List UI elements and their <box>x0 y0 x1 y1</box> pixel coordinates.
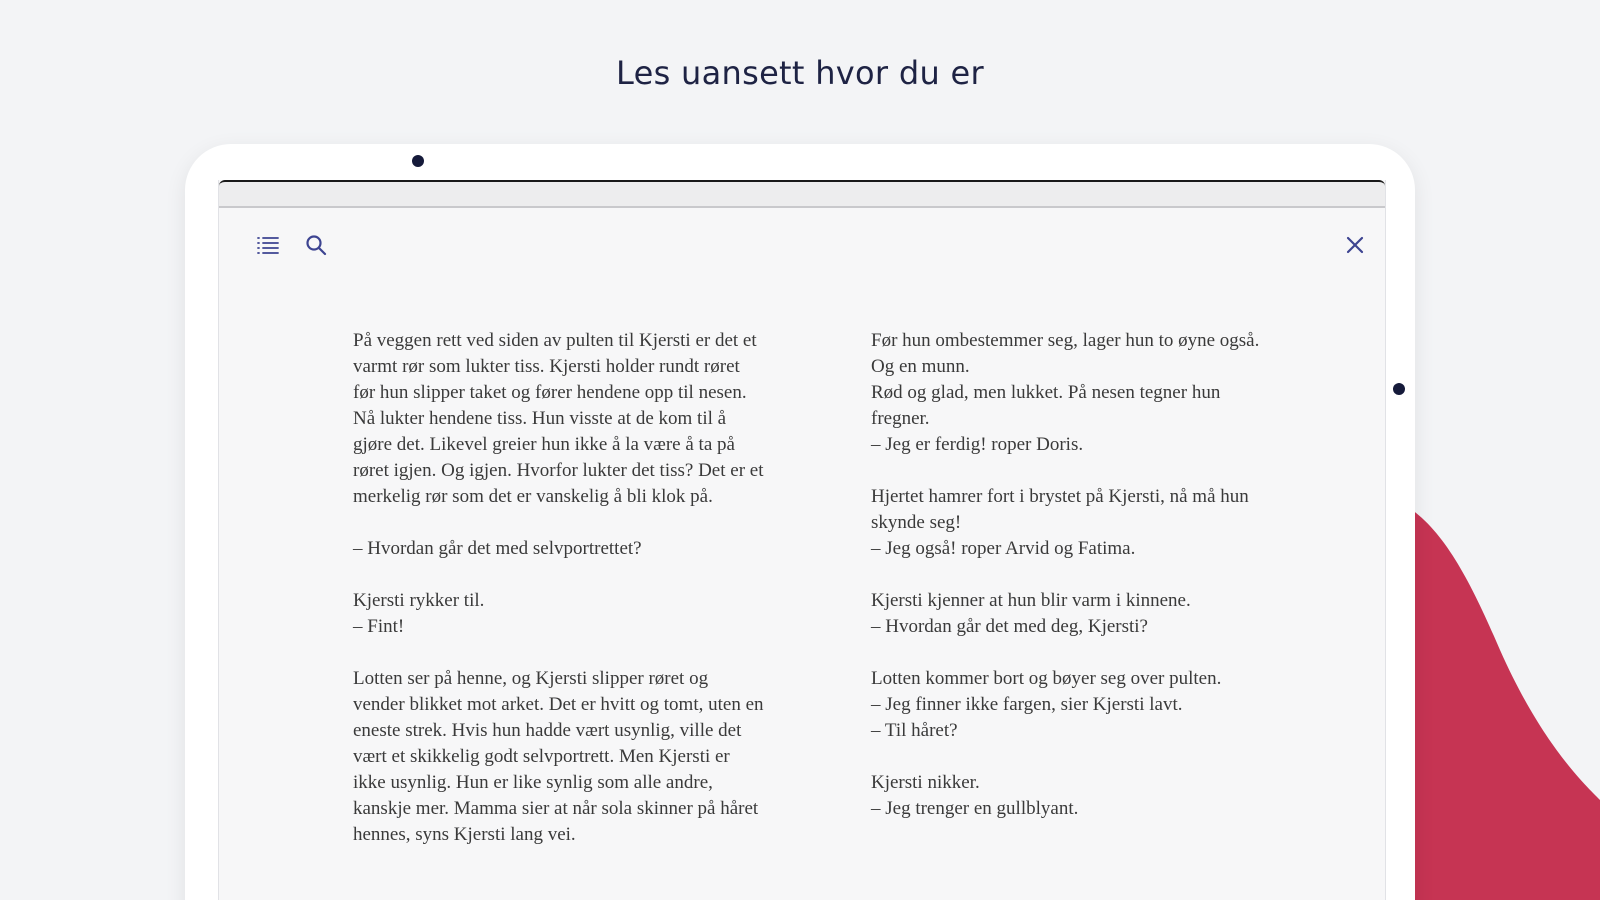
paragraph: På veggen rett ved siden av pulten til Kjersti er det et varmt rør som lukter tiss. Kjersti holder rundt røret før hun slipper taket og fører hendene opp til nesen. Nå lukter hendene tiss. Hun visste at de kom til å gjøre det. Likevel greier hun ikke å la være å ta på røret igjen. Og igjen. Hvorfor lukter det tiss? Det er et merkelig rør som det er vanskelig å bli klok på. <box>353 330 764 507</box>
text-column-right <box>871 328 1311 848</box>
table-of-contents-button[interactable] <box>253 230 283 260</box>
reader-screen <box>218 180 1386 900</box>
page-headline: Les uansett hvor du er <box>616 54 984 92</box>
search-button[interactable] <box>301 230 331 260</box>
paragraph: Lotten kommer bort og bøyer seg over pulten. – Jeg finner ikke fargen, sier Kjersti lavt. – Til håret? <box>871 668 1222 741</box>
status-bar <box>219 180 1385 208</box>
paragraph: Kjersti rykker til. – Fint! <box>353 590 485 637</box>
camera-dot <box>412 155 424 167</box>
paragraph: Kjersti nikker. – Jeg trenger en gullblyant. <box>871 772 1079 819</box>
paragraph: Lotten ser på henne, og Kjersti slipper røret og vender blikket mot arket. Det er hvitt og tomt, uten en eneste strek. Hvis hun hadde vært usynlig, ville det vært et skikkelig godt selvportrett. Men Kjersti er ikke usynlig. Hun er like synlig som alle andre, kanskje mer. Mamma sier at når sola skinner på håret hennes, syns Kjersti lang vei. <box>353 668 764 845</box>
paragraph: – Hvordan går det med selvportrettet? <box>353 538 642 559</box>
close-icon <box>1344 234 1366 256</box>
close-button[interactable] <box>1340 230 1370 260</box>
text-column-left <box>353 328 803 874</box>
paragraph: Kjersti kjenner at hun blir varm i kinnene. – Hvordan går det med deg, Kjersti? <box>871 590 1191 637</box>
list-icon <box>256 235 280 255</box>
paragraph: Hjertet hamrer fort i brystet på Kjersti, nå må hun skynde seg! – Jeg også! roper Arvid og Fatima. <box>871 486 1249 559</box>
sensor-dot <box>1393 383 1405 395</box>
paragraph: Før hun ombestemmer seg, lager hun to øyne også. Og en munn. Rød og glad, men lukket. På nesen tegner hun fregner. – Jeg er ferdig! roper Doris. <box>871 330 1260 455</box>
search-icon <box>304 233 328 257</box>
tablet-frame <box>185 144 1415 900</box>
